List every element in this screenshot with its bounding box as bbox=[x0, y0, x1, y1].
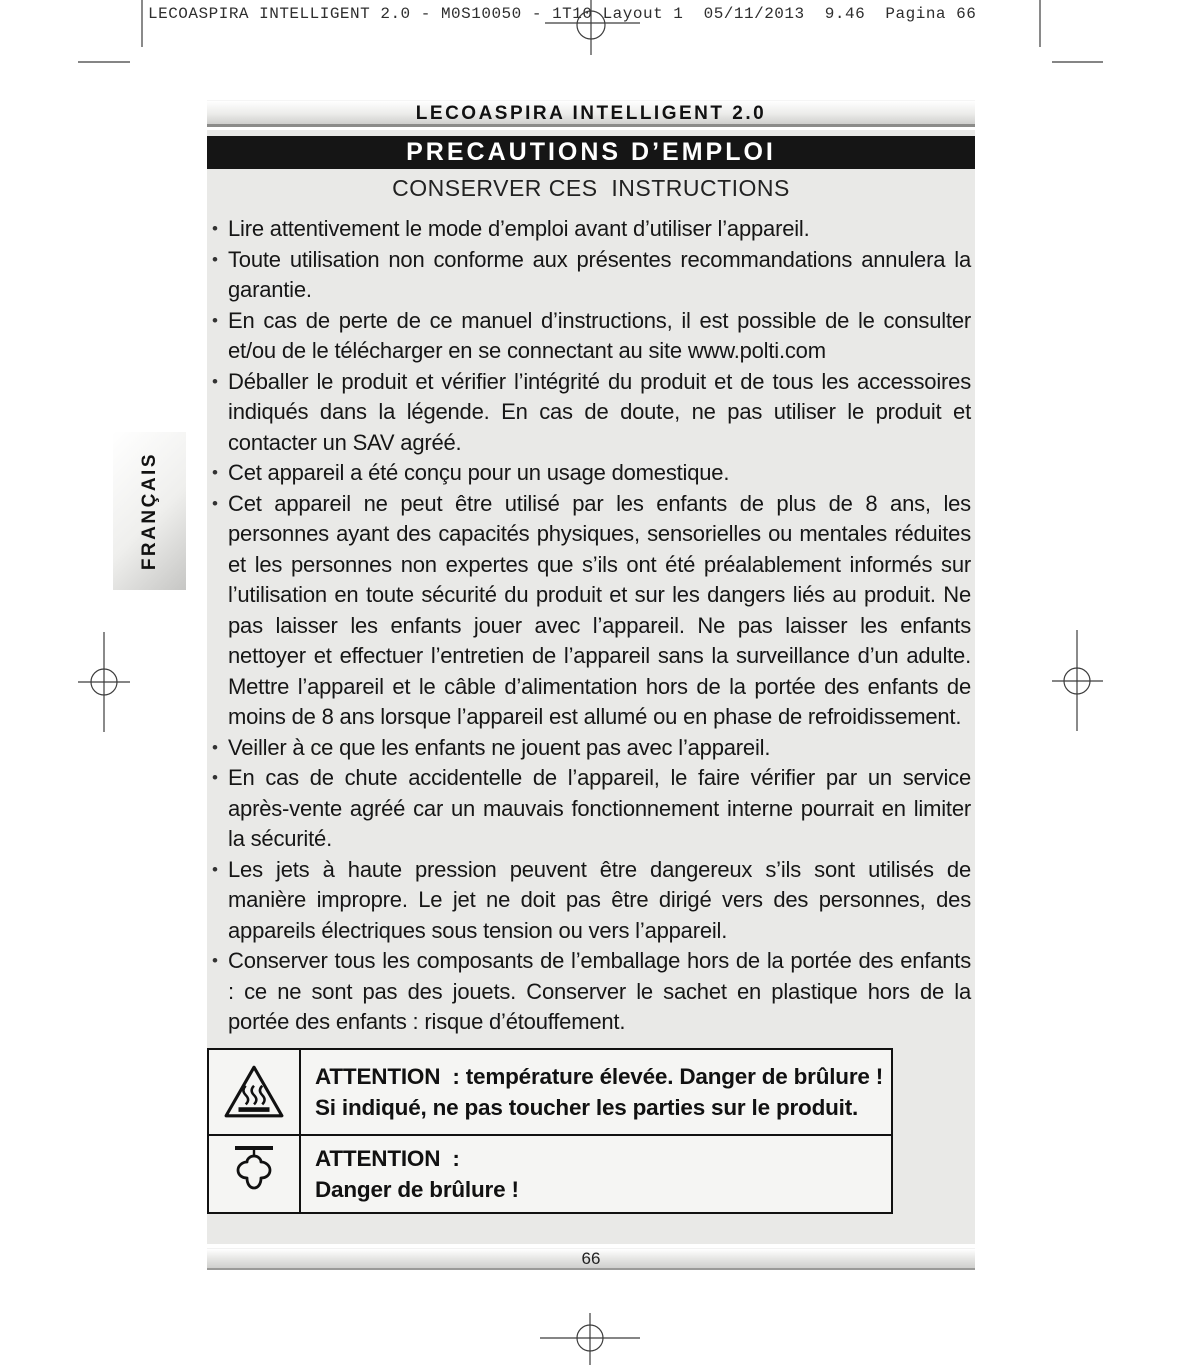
hot-surface-icon bbox=[209, 1050, 301, 1135]
warning-row-hot-surface bbox=[207, 1048, 893, 1137]
crop-mark-top-right bbox=[1040, 0, 1103, 62]
list-item bbox=[211, 855, 971, 947]
list-item-text: Lire attentivement le mode d’emploi avant d’utiliser l’appareil. bbox=[228, 216, 810, 241]
steam-icon bbox=[209, 1136, 301, 1212]
list-item bbox=[211, 763, 971, 855]
page-content bbox=[207, 130, 975, 1244]
warning-table bbox=[207, 1048, 893, 1215]
list-item-text: Toute utilisation non conforme aux présentes recommandations annulera la garantie. bbox=[228, 246, 971, 302]
warning-line: ATTENTION : bbox=[315, 1146, 460, 1171]
list-item-text: En cas de chute accidentelle de l’appareil, le faire vérifier par un service après-vente agréé car un mauvais fonctionnement interne pourrait en limiter la sécurité. bbox=[228, 765, 971, 851]
warning-text bbox=[301, 1050, 891, 1135]
section-subtitle: CONSERVER CES INSTRUCTIONS bbox=[392, 175, 790, 201]
list-item bbox=[211, 458, 971, 489]
list-item-text: Déballer le produit et vérifier l’intégrité du produit et de tous les accessoires indiqués dans la légende. En cas de doute, ne pas utiliser le produit et contacter un SAV agréé. bbox=[228, 368, 971, 455]
list-item bbox=[211, 245, 971, 306]
list-item-text: Les jets à haute pression peuvent être dangereux s’ils sont utilisés de manière impropre. Le jet ne doit pas être dirigé vers des personnes, des appareils électriques sous tension ou vers l’appareil. bbox=[228, 856, 971, 943]
warning-line: ATTENTION : température élevée. Danger de brûlure ! bbox=[315, 1064, 884, 1089]
list-item-text: Veiller à ce que les enfants ne jouent pas avec l’appareil. bbox=[228, 734, 771, 760]
list-item bbox=[211, 946, 971, 1038]
section-title-bar: PRECAUTIONS D’EMPLOI bbox=[207, 136, 975, 169]
list-item bbox=[211, 733, 971, 764]
list-item bbox=[211, 489, 971, 733]
list-item bbox=[211, 367, 971, 459]
crop-mark-top-left bbox=[78, 0, 142, 62]
warning-row-steam bbox=[207, 1134, 893, 1214]
list-item-text: Conserver tous les composants de l’emballage hors de la portée des enfants : ce ne sont pas des jouets. Conserver le sachet en plastique hors de la portée des enfants : risque d’étouffement. bbox=[228, 948, 971, 1034]
registration-mark-right bbox=[1052, 630, 1103, 731]
language-side-tab bbox=[113, 432, 186, 590]
warning-line: Si indiqué, ne pas toucher les parties sur le produit. bbox=[315, 1095, 859, 1120]
print-slug-line: LECOASPIRA INTELLIGENT 2.0 - M0S10050 - 1T10 Layout 1 05/11/2013 9.46 Pagina 66 bbox=[148, 5, 977, 23]
list-item bbox=[211, 306, 971, 367]
list-item-text: Cet appareil a été conçu pour un usage domestique. bbox=[228, 460, 730, 485]
registration-mark-bottom-center bbox=[540, 1313, 640, 1365]
registration-mark-left bbox=[78, 632, 130, 732]
warning-line: Danger de brûlure ! bbox=[315, 1177, 519, 1202]
warning-text bbox=[301, 1136, 891, 1212]
model-header-bar: LECOASPIRA INTELLIGENT 2.0 bbox=[207, 100, 975, 127]
language-side-tab-label: FRANÇAIS bbox=[138, 451, 160, 571]
list-item bbox=[211, 214, 971, 245]
list-item-text: Cet appareil ne peut être utilisé par les enfants de plus de 8 ans, les personnes ayant des capacités physiques, sensorielles ou mentales réduites et les personnes non expertes que s’ils ont été préalablement informés sur l’utilisation en toute sécurité du produit et sur les dangers liés au produit. Ne pas laisser les enfants jouer avec l’appareil. Ne pas laisser les enfants nettoyer et effectuer l’entretien de l’appareil sans la surveillance d’un adulte. Mettre l’appareil et le câble d’alimentation hors de la portée des enfants de moins de 8 ans lorsque l’appareil est allumé ou en phase de refroidissement. bbox=[228, 490, 971, 729]
page-number-bar: 66 bbox=[207, 1248, 975, 1270]
safety-instructions-list bbox=[207, 214, 975, 1038]
list-item-text: En cas de perte de ce manuel d’instructions, il est possible de le consulter et/ou de le télécharger en se connectant au site www.polti.com bbox=[228, 307, 971, 363]
